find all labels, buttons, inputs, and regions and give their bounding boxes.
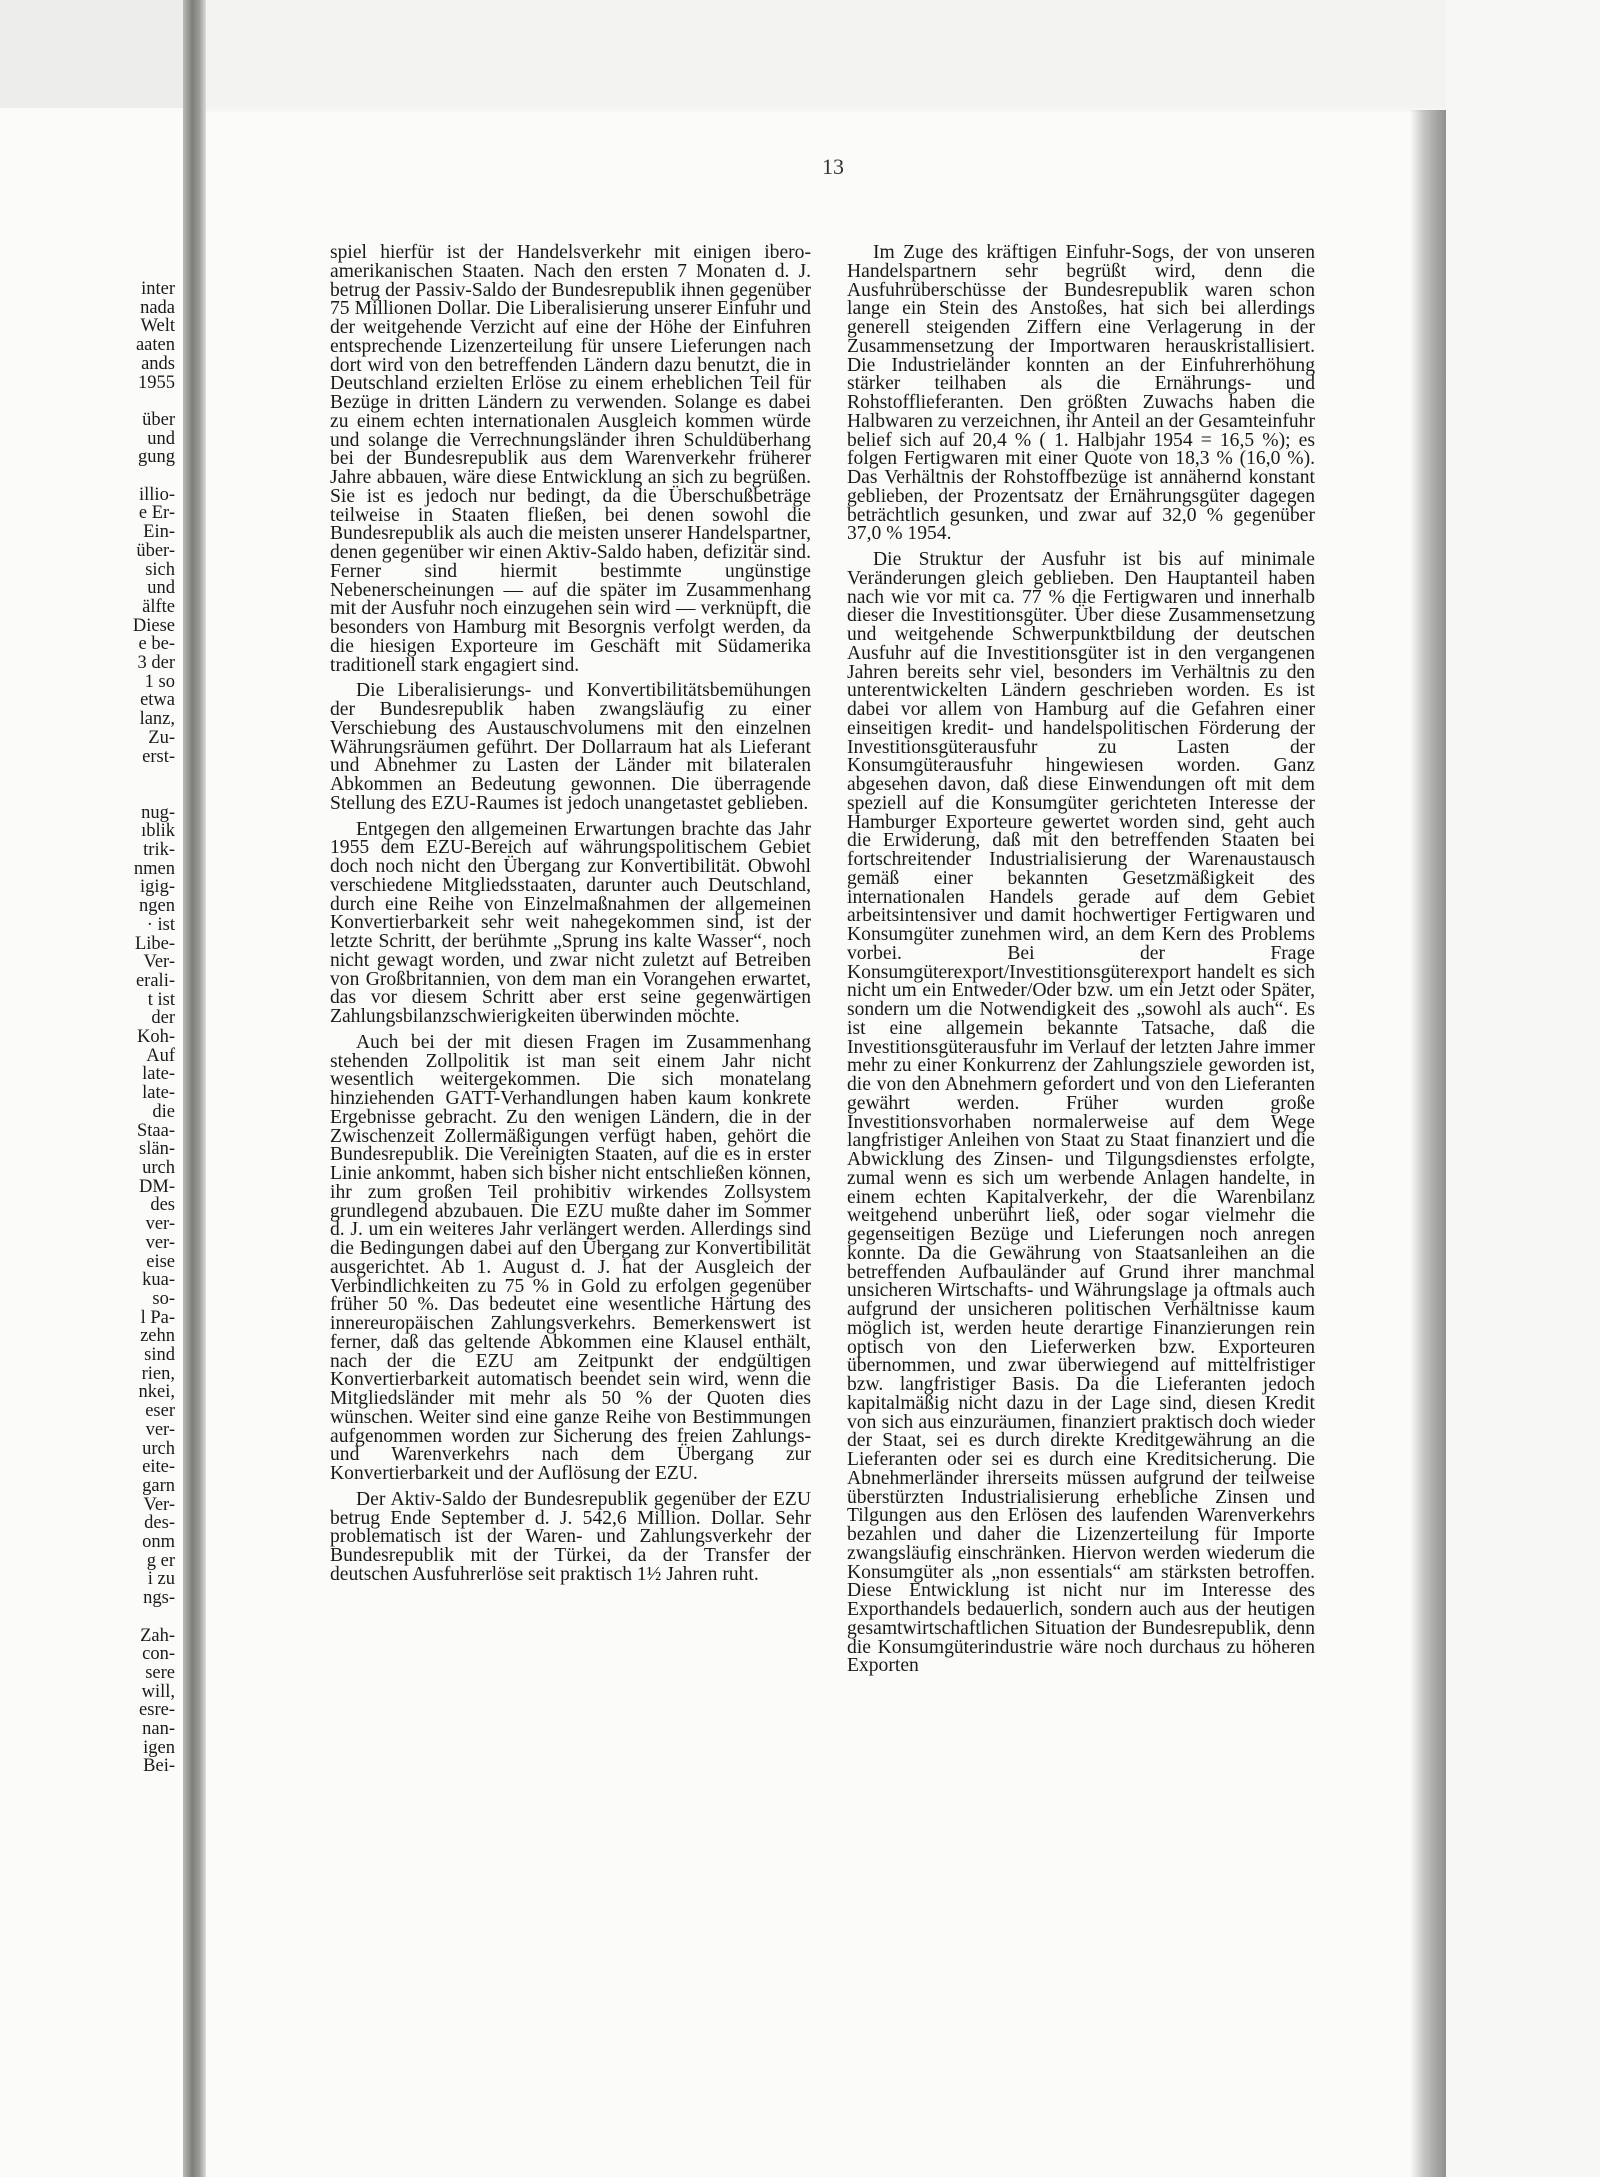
text-fragment: ngen [139,896,175,917]
paragraph: Im Zuge des kräftigen Einfuhr-Sogs, der von unseren Handelspartnern sehr begrüßt wird, denn die Ausfuhrüberschüsse der Bundesrepublik waren schon lange ein Stein des Anstoßes, hat sich bei allerdings generell steigenden Ziffern eine Verlagerung in der Zusammensetzung der Importwaren herauskristallisiert. Die Industrieländer konnten an der Einfuhrerhöhung stärker teilhaben als die Ernährungs- und Rohstofflieferanten. Den größten Zuwachs haben die Halbwaren zu verzeichnen, ihr Anteil an der Gesamteinfuhr belief sich auf 20,4 % ( 1. Halbjahr 1954 = 16,5 %); es folgen Fertigwaren mit einer Quote von 18,3 % (16,0 %). Das Verhältnis der Rohstoffbezüge ist annähernd konstant geblieben, der Prozentsatz der Ernährungsgüter dagegen beträchtlich gesunken, und zwar auf 32,0 % gegenüber 37,0 % 1954. [847,242,1315,545]
text-fragment: erali- [135,970,175,991]
text-fragment: und [147,578,175,599]
text-fragment: trik- [143,840,175,861]
text-fragment: urch [142,1438,175,1459]
text-fragment: Libe- [134,933,175,954]
text-fragment: ands [141,353,175,374]
text-fragment: slän- [139,1139,175,1160]
text-fragment: gung [138,447,175,468]
text-fragment [0,467,175,486]
text-fragment: garn [142,1475,175,1496]
text-fragment: e be- [138,634,175,655]
text-fragment: über- [136,540,175,561]
book-gutter [183,0,206,2177]
text-fragment: die [152,1101,175,1122]
text-fragment: sich [145,559,175,580]
page-number: 13 [822,154,844,179]
text-fragment: ver- [145,1214,175,1235]
text-fragment: Diese [132,615,175,636]
text-fragment: ver- [145,1419,175,1440]
paragraph: spiel hierfür ist der Handelsverkehr mit einigen ibero-amerikanischen Staaten. Nach den ersten 7 Monaten d. J. betrug der Passiv-Saldo der Bundesrepublik ihnen gegenüber 75 Millionen Dollar. Die Liberalisierung unserer Einfuhr und der weitgehende Verzicht auf eine der Höhe der Einfuhren entsprechende Lizenzerteilung für unsere Lieferungen nach dort wird von den betreffenden Ländern dazu benutzt, die in Deutschland erzielten Erlöse zu einem erheblichen Teil für Bezüge in dritten Ländern zu verwenden. Solange es dabei zu einem echten internationalen Ausgleich kommen würde und solange die Verrechnungsländer ihren Schuldüberhang bei der Bundesrepublik aus dem Warenverkehr früherer Jahre abbauen, wäre diese Entwicklung an sich zu begrüßen. Sie ist es jedoch nur bedingt, da die Überschußbeträge teilweise in Staaten fließen, bei denen sowohl die Bundesrepublik als auch die meisten unserer Handelspartner, denen gegenüber wir einen Aktiv-Saldo haben, defizitär sind. Ferner sind hiermit bestimmte ungünstige Nebenerscheinungen — auf die später im Zusammenhang mit der Ausfuhr noch einzugehen sein wird — verknüpft, die besonders von Hamburg mit Besorgnis verfolgt werden, da die hiesigen Exporteure im Geschäft mit Südamerika traditionell stark engagiert sind. [330,242,811,676]
text-fragment: ıblik [141,821,175,842]
text-fragment: nmen [133,858,175,879]
text-fragment: late- [142,1064,175,1085]
text-fragment: 1955 [138,372,175,393]
text-column-right [847,244,1315,1683]
text-fragment: Auf [146,1045,175,1066]
text-fragment: eise [146,1251,175,1272]
paragraph: Entgegen den allgemeinen Erwartungen brachte das Jahr 1955 dem EZU-Bereich auf währungspolitischem Gebiet doch noch nicht den Übergang zur Konvertibilität. Obwohl verschiedene Mitgliedsstaaten, darunter auch Deutschland, durch eine Reihe von Einzelmaßnahmen der allgemeinen Konvertierbarkeit sehr weit nahegekommen sind, ist der letzte Schritt, der berühmte „Sprung ins kalte Wasser“, noch nicht gewagt worden, und zwar nicht zuletzt auf Betreiben von Großbritannien, von dem man ein Vorangehen erwartet, das vor diesem Schritt aber erst seine gegenwärtigen Zahlungsbilanzschwierigkeiten überwinden möchte. [330,818,811,1027]
text-fragment: Welt [140,316,175,337]
text-fragment: aaten [135,335,175,356]
text-fragment: nan- [142,1719,175,1740]
text-fragment: der [151,1008,175,1029]
text-fragment: erst- [142,746,175,767]
text-fragment: Staa- [136,1120,175,1141]
text-fragment: kua- [142,1270,175,1291]
spine-top-shade [0,0,206,108]
text-fragment: 3 der [137,653,175,674]
text-fragment: Bei- [143,1756,175,1777]
text-fragment: i zu [147,1569,175,1590]
text-fragment: des [150,1195,175,1216]
text-fragment: nada [140,297,175,318]
text-fragment: late- [142,1083,175,1104]
text-fragment: Ver- [143,1494,175,1515]
text-fragment: onm [142,1532,175,1553]
text-fragment: Ver- [143,952,175,973]
text-fragment: · ist [146,914,175,935]
text-fragment: Zu- [148,727,175,748]
previous-page-edge [0,108,183,2177]
text-fragment [0,766,175,785]
text-fragment [0,785,175,804]
paragraph: Auch bei der mit diesen Fragen im Zusammenhang stehenden Zollpolitik ist man seit einem Jahr nicht wesentlich weitergekommen. Die sich monatelang hinziehenden GATT-Verhandlungen haben kaum konkrete Ergebnisse gebracht. Zu den wenigen Ländern, die in der Zwischenzeit Zollermäßigungen verfügt haben, gehört die Bundesrepublik. Die Vereinigten Staaten, auf die es in erster Linie ankommt, haben sich bisher nicht entschließen können, ihr zum großen Teil prohibitiv wirkendes Zollsystem grundlegend abzubauen. Die EZU mußte daher im Sommer d. J. um ein weiteres Jahr verlängert werden. Allerdings sind die Bedingungen dabei auf den Übergang zur Konvertibilität ausgerichtet. Ab 1. August d. J. hat der Ausgleich der Verbindlichkeiten zu 75 % in Gold zu erfolgen gegenüber früher 50 %. Das bedeutet eine wesentliche Härtung des innereuropäischen Zahlungsverkehrs. Bemerkenswert ist ferner, daß das geltende Abkommen eine Klausel enthält, nach der die EZU am Zeitpunkt der endgültigen Konvertierbarkeit automatisch beendet sein wird, wenn die Mitgliedsländer mit mehr als 50 % der Quoten dies wünschen. Weiter sind eine ganze Reihe von Bestimmungen aufgenommen worden zur Sicherung des freien Zahlungs- und Warenverkehrs nach dem Übergang zur Konvertierbarkeit und der Auflösung der EZU. [330,1031,811,1484]
text-fragment: älfte [142,596,175,617]
text-fragment: Koh- [136,1027,175,1048]
previous-page-text-fragments [0,280,175,1776]
text-fragment: zehn [140,1326,175,1347]
paragraph: Der Aktiv-Saldo der Bundesrepublik gegenüber der EZU betrug Ende September d. J. 542,6 Million. Dollar. Sehr problematisch ist der Waren- und Zahlungsverkehr der Bundesrepublik mit der Türkei, da der Transfer der deutschen Ausfuhrerlöse seit praktisch 1½ Jahren ruht. [330,1488,811,1585]
text-fragment: und [147,428,175,449]
text-fragment: rien, [141,1363,175,1384]
text-fragment: t ist [147,989,175,1010]
text-fragment: g er [146,1550,175,1571]
text-fragment: igen [143,1737,175,1758]
text-fragment: etwa [140,690,175,711]
text-fragment: DM- [139,1176,175,1197]
text-fragment: eser [145,1401,175,1422]
scan-right-margin [1446,0,1600,2177]
text-fragment: sere [145,1662,175,1683]
paragraph: Die Struktur der Ausfuhr ist bis auf minimale Veränderungen gleich geblieben. Den Hauptanteil haben nach wie vor mit ca. 77 % die Fertigwaren und innerhalb dieser die Investitionsgüter. Über diese Zusammensetzung und weitgehende Schwerpunktbildung der deutschen Ausfuhr auf die Investitionsgüter ist in den vergangenen Jahren bereits sehr viel, besonders im Verhältnis zu den unterentwickelten Ländern geschrieben worden. Es ist dabei vor allem von Hamburg auf die Gefahren einer einseitigen kredit- und handelspolitischen Förderung der Investitionsgüterausfuhr zu Lasten der Konsumgüterausfuhr hingewiesen worden. Ganz abgesehen davon, daß diese Einwendungen oft mit dem speziell auf die Konsumgüter gerichteten Interesse der Hamburger Exporteure gewertet worden sind, geht auch die Erwiderung, daß mit den betreffenden Staaten bei fortschreitender Industrialisierung der Warenaustausch gemäß einer bekannten Gesetzmäßigkeit des internationalen Handels gerade auf dem Gebiet arbeitsintensiver und damit hochwertiger Fertigwaren und Konsumgüter zunehmen wird, an dem Kern des Problems vorbei. Bei der Frage Konsumgüterexport/Investitionsgüterexport handelt es sich nicht um ein Entweder/Oder bzw. um ein Jetzt oder Später, sondern um die Notwendigkeit des „sowohl als auch“. Es ist eine allgemein bekannte Tatsache, daß die Investitionsgüterausfuhr im Verlauf der letzten Jahre immer mehr zu einer Konkurrenz der Zahlungsziele geworden ist, die von den Abnehmern gefordert und von den Lieferanten gewährt werden. Früher wurden große Investitionsvorhaben normalerweise auf dem Wege langfristiger Anleihen von Staat zu Staat finanziert und die Abwicklung des Zinsen- und Tilgungsdienstes erfolgte, zumal wenn es sich um werbende Anlagen handelte, in einem echten Kapitalverkehr, der die Warenbilanz weitgehend unberührt ließ, oder sogar vielmehr die gegenseitigen Bezüge und Lieferungen noch anregen konnte. Da die Gewährung von Staatsanleihen an die betreffenden Aufbauländer auf Grund ihrer manchmal unsicheren Wirtschafts- und Währungslage ja oftmals auch aufgrund der unsicheren politischen Verhältnisse kaum möglich ist, werden heute derartige Finanzierungen rein optisch von den Lieferwerken bzw. Exporteuren übernommen, und zwar überwiegend auf mittelfristiger bzw. langfristiger Basis. Da die Lieferanten jedoch kapitalmäßig nicht dazu in der Lage sind, diesen Kredit von sich aus einzuräumen, finanziert praktisch doch wieder der Staat, sei es durch direkte Kreditgewährung an die Lieferanten oder sei es durch eine Kreditsicherung. Die Abnehmerländer ihrerseits müssen aufgrund der teilweise überstürzten Industrialisierung erhebliche Zinsen und Tilgungen aus den Erlösen des laufenden Warenverkehrs bezahlen und daher die Lizenzerteilung für Importe zwangsläufig einschränken. Hiervon werden wiederum die Konsumgüter als „non essentials“ am stärksten betroffen. Diese Entwicklung ist nicht nur im Interesse des Exporthandels bedauerlich, sondern auch aus der heutigen gesamtwirtschaftlichen Situation der Bundesrepublik, denn die Konsumgüterindustrie wäre noch durchaus zu höheren Exporten [847,549,1315,1677]
text-fragment: igig- [140,877,175,898]
text-fragment: esre- [139,1700,175,1721]
page-edge-shadow [1410,110,1446,2177]
scan-top-margin [0,0,1600,108]
text-fragment: con- [142,1644,175,1665]
text-column-left [330,244,811,1592]
text-fragment: ver- [145,1232,175,1253]
text-fragment: lanz, [139,709,175,730]
text-fragment: ngs- [143,1588,175,1609]
text-fragment: 1 so [144,671,175,692]
paragraph: Die Liberalisierungs- und Konvertibilitätsbemühungen der Bundesrepublik haben zwangsläufig zu einer Verschiebung des Austauschvolumens mit den einzelnen Währungsräumen geführt. Der Dollarraum hat als Lieferant und Abnehmer zu Lasten der Länder mit bilateralen Abkommen an Bedeutung gewonnen. Die überragende Stellung des EZU-Raumes ist jedoch unangetastet geblieben. [330,680,811,814]
text-fragment: sind [144,1345,175,1366]
text-fragment: will, [141,1681,175,1702]
text-fragment: so- [152,1288,175,1309]
text-fragment [0,392,175,411]
text-fragment: Zah- [140,1625,175,1646]
text-fragment: urch [142,1157,175,1178]
text-fragment: nug- [141,802,175,823]
text-fragment: illio- [139,484,175,505]
text-fragment [0,1608,175,1627]
text-fragment: Ein- [143,522,175,543]
text-fragment: nkei, [138,1382,175,1403]
text-fragment: des- [144,1513,175,1534]
text-fragment: e Er- [138,503,175,524]
text-fragment: eite- [142,1457,175,1478]
text-fragment: inter [141,279,175,299]
text-fragment: über [142,409,175,430]
text-fragment: l Pa- [140,1307,175,1328]
